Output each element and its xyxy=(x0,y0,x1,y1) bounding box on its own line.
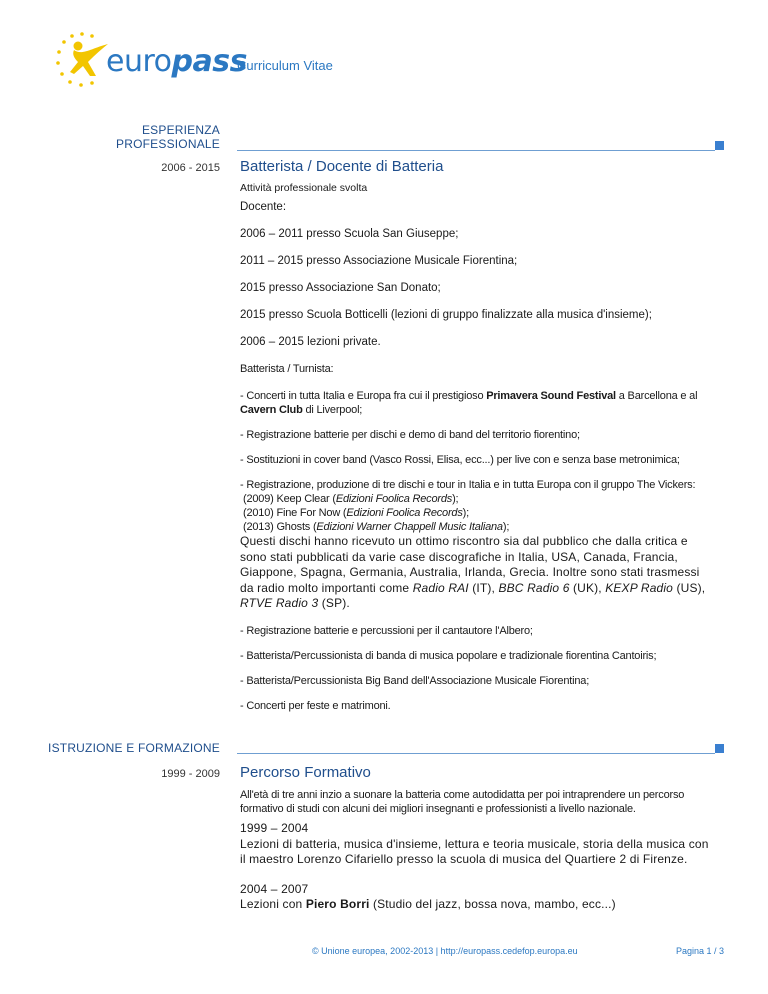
teaching-item: 2006 – 2011 presso Scuola San Giuseppe; xyxy=(240,228,459,240)
reception-paragraph: Questi dischi hanno ricevuto un ottimo riscontro sia dal pubblico che dalla critica e sono stati pubblicati da varie case discografiche in Italia, USA, Canada, Francia, Giappone, Spagna, Germania, Australia, Irlanda, Grecia. Inoltre sono stati trasmessi da radio molto importanti come Radio RAI (IT), BBC Radio 6 (UK), KEXP Radio (US), RTVE Radio 3 (SP). xyxy=(240,534,706,610)
education-content xyxy=(240,788,710,924)
document-subtitle: Curriculum Vitae xyxy=(237,58,333,73)
education-text: Lezioni con Piero Borri (Studio del jazz, bossa nova, mambo, ecc...) xyxy=(240,897,616,911)
vickers-item: - Registrazione, produzione di tre dischi e tour in Italia e in tutta Europa con il gruppo The Vickers: xyxy=(240,479,696,491)
experience-content xyxy=(240,181,710,724)
europass-wordmark: europass xyxy=(106,44,247,79)
teaching-item: 2015 presso Scuola Botticelli (lezioni di gruppo finalizzate alla musica d'insieme); xyxy=(240,309,652,321)
education-intro: All'età di tre anni inzio a suonare la batteria come autodidatta per poi intraprendere un percorso formativo di studi con alcuni dei migliori insegnanti e professionisti a livello nazionale. xyxy=(240,789,685,815)
recording-local-item: - Registrazione batterie per dischi e demo di band del territorio fiorentino; xyxy=(240,429,580,441)
album-item: (2010) Fine For Now (Edizioni Foolica Records); xyxy=(243,507,469,519)
substitutions-item: - Sostituzioni in cover band (Vasco Rossi, Elisa, ecc...) per live con e senza base metronimica; xyxy=(240,454,680,466)
footer-page-number: Pagina 1 / 3 xyxy=(676,946,725,956)
cantoiris-item: - Batterista/Percussionista di banda di musica popolare e tradizionale fiorentina Cantoiris; xyxy=(240,649,657,662)
education-section-rule xyxy=(237,753,715,754)
education-title: Percorso Formativo xyxy=(240,764,371,781)
teaching-item: 2011 – 2015 presso Associazione Musicale Fiorentina; xyxy=(240,255,518,267)
footer-copyright: © Unione europea, 2002-2013 | http://europass.cedefop.europa.eu xyxy=(312,946,578,956)
education-text: Lezioni di batteria, musica d'insieme, lettura e teoria musicale, storia della musica con il maestro Lorenzo Cifariello presso la scuola di musica del Quartiere 2 di Firenze. xyxy=(240,836,709,866)
experience-section-marker-icon xyxy=(715,141,724,150)
education-years: 2004 – 2007 xyxy=(240,881,309,896)
teacher-label: Docente: xyxy=(240,201,287,213)
albero-item: - Registrazione batterie e percussioni per il cantautore l'Albero; xyxy=(240,624,533,637)
education-section-marker-icon xyxy=(715,744,724,753)
experience-section-rule xyxy=(237,150,715,151)
bigband-item: - Batterista/Percussionista Big Band dell'Associazione Musicale Fiorentina; xyxy=(240,674,590,687)
education-period: 1999 - 2009 xyxy=(161,768,220,780)
album-item: (2009) Keep Clear (Edizioni Foolica Records); xyxy=(243,493,459,505)
job-title: Batterista / Docente di Batteria xyxy=(240,158,444,175)
experience-section-title: ESPERIENZA PROFESSIONALE xyxy=(116,123,220,151)
teaching-item: 2015 presso Associazione San Donato; xyxy=(240,282,441,294)
activity-label: Attività professionale svolta xyxy=(240,182,368,194)
education-section-title: ISTRUZIONE E FORMAZIONE xyxy=(48,741,220,755)
album-item: (2013) Ghosts (Edizioni Warner Chappell Music Italiana); xyxy=(243,521,510,533)
concerts-item: - Concerti in tutta Italia e Europa fra cui il prestigioso Primavera Sound Festival a Barcellona e al Cavern Club di Liverpool; xyxy=(240,390,698,416)
europass-logo xyxy=(52,28,252,90)
europass-star-figure-icon xyxy=(52,28,112,90)
teaching-item: 2006 – 2015 lezioni private. xyxy=(240,336,381,348)
experience-period: 2006 - 2015 xyxy=(161,162,220,174)
weddings-item: - Concerti per feste e matrimoni. xyxy=(240,699,391,712)
drummer-label: Batterista / Turnista: xyxy=(240,363,334,375)
education-years: 1999 – 2004 xyxy=(240,821,309,835)
